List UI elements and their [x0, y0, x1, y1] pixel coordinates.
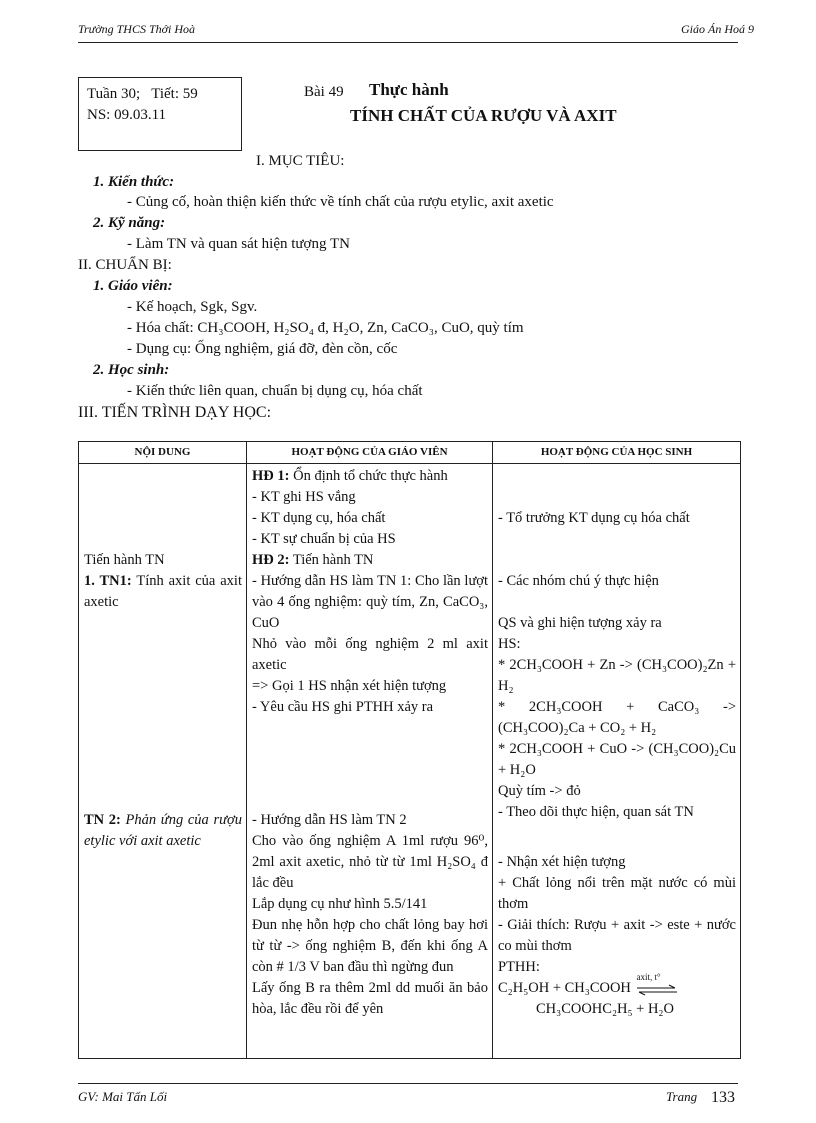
lesson-title: TÍNH CHẤT CỦA RƯỢU VÀ AXIT [350, 106, 617, 125]
header-subject: Giáo Án Hoá 9 [681, 22, 754, 36]
tn1-step-guide: - Hướng dẫn HS làm TN 1: Cho lần lượt vào 4 ống nghiệm: quỳ tím, Zn, CaCO₃, CuO [252, 573, 488, 631]
teacher-item-plan: - Kế hoạch, Sgk, Sgv. [127, 299, 258, 315]
footer-page-label: Trang [666, 1089, 698, 1104]
tn2-step-salt: Lấy ống B ra thêm 2ml dd muối ăn bảo hòa, lắc đều rồi để yên [252, 980, 488, 1017]
student-text: - Kiến thức liên quan, chuẩn bị dụng cụ, hóa chất [127, 383, 423, 399]
hd1-text: Ổn định tổ chức thực hành [293, 468, 448, 484]
content-cell [79, 464, 247, 1059]
objectives-title: I. MỤC TIÊU: [256, 153, 345, 169]
tn2-step-heat: Đun nhẹ hỗn hợp cho chất lỏng bay hơi từ từ -> ống nghiệm B, đến khi ống A còn # 1/3 V ban đầu thì ngừng đun [252, 917, 488, 975]
equation-cuo: * 2CH₃COOH + CuO -> (CH₃COO)₂Cu + H₂O [498, 741, 736, 778]
student-liquid: + Chất lỏng nổi trên mặt nước có mùi thơm [498, 875, 736, 912]
student-check: - Tổ trưởng KT dụng cụ hóa chất [498, 510, 690, 526]
equation-caco3: * 2CH₃COOH + CaCO₃ -> (CH₃COO)₂Ca + CO₂ + H₂ [498, 699, 736, 736]
footer-rule [78, 1083, 738, 1084]
tn1-label: 1. TN1: [84, 573, 132, 589]
hd1-item-absent: - KT ghi HS vắng [252, 489, 356, 505]
table-row [79, 464, 741, 1059]
tn1-step-drip: Nhỏ vào mỗi ống nghiệm 2 ml axit axetic [252, 636, 488, 673]
teacher-item-tools: - Dụng cụ: Ống nghiệm, giá đỡ, đèn cồn, cốc [127, 341, 398, 357]
lesson-info-box [78, 77, 242, 151]
skills-title: 2. Kỹ năng: [93, 215, 166, 231]
skills-text: - Làm TN và quan sát hiện tượng TN [127, 236, 350, 252]
litmus-result: Quỳ tím -> đỏ [498, 783, 581, 799]
content-intro: Tiến hành TN [84, 552, 165, 568]
reversible-arrow-icon [635, 971, 679, 996]
teacher-title: 1. Giáo viên: [93, 278, 173, 294]
equilibrium-arrow-icon [635, 984, 679, 998]
hd1-label: HĐ 1: [252, 468, 290, 484]
esterification-equation [498, 971, 736, 999]
knowledge-text: - Củng cố, hoàn thiện kiến thức về tính chất của rượu etylic, axit axetic [127, 194, 554, 210]
hd2-label: HĐ 2: [252, 552, 290, 568]
tn2-text: Phản ứng của rượu etylic với axit axetic [84, 812, 242, 849]
tn1-step-remark: => Gọi 1 HS nhận xét hiện tượng [252, 678, 447, 694]
content-tn2 [84, 810, 242, 852]
student-cell [493, 464, 741, 1059]
hd2 [252, 550, 488, 571]
prep-title: II. CHUẨN BỊ: [78, 257, 172, 273]
eq4-left: C₂H₅OH + CH₃COOH [498, 980, 631, 996]
tn2-step-setup: Lắp dụng cụ như hình 5.5/141 [252, 896, 428, 912]
hd1-item-tools: - KT dụng cụ, hóa chất [252, 510, 386, 526]
lesson-kind: Thực hành [369, 80, 449, 99]
knowledge-title: 1. Kiến thức: [93, 174, 175, 190]
footer-teacher: GV: Mai Tấn Lối [78, 1089, 168, 1104]
header-student-activity: HOẠT ĐỘNG CỦA HỌC SINH [493, 442, 741, 464]
header-teacher-activity: HOẠT ĐỘNG CỦA GIÁO VIÊN [247, 442, 493, 464]
hd1 [252, 466, 488, 487]
tn2-step-guide: - Hướng dẫn HS làm TN 2 [252, 812, 407, 828]
header-rule [78, 42, 738, 43]
eq4-right: CH₃COOHC₂H₅ + H₂O [536, 1001, 674, 1017]
student-title: 2. Học sinh: [93, 362, 170, 378]
student-remark: - Nhận xét hiện tượng [498, 854, 626, 870]
teacher-item-chemicals: - Hóa chất: CH₃COOH, H₂SO₄ đ, H₂O, Zn, CaCO₃, CuO, quỳ tím [127, 320, 524, 336]
tn2-step-mix: Cho vào ống nghiệm A 1ml rượu 96⁰, 2ml axit axetic, nhỏ từ từ 1ml H₂SO₄ đ lắc đều [252, 833, 488, 891]
student-observe: QS và ghi hiện tượng xảy ra [498, 615, 662, 631]
prepared-date: NS: 09.03.11 [87, 107, 167, 123]
hd2-text: Tiến hành TN [292, 552, 374, 568]
footer-page-number: 133 [711, 1089, 735, 1106]
tn2-label: TN 2: [84, 812, 121, 828]
header-content: NỘI DUNG [79, 442, 247, 464]
header-school: Trường THCS Thới Hoà [78, 22, 196, 36]
hd1-item-prep: - KT sự chuẩn bị của HS [252, 531, 396, 547]
lesson-number: Bài 49 [304, 84, 344, 100]
student-follow: - Theo dõi thực hiện, quan sát TN [498, 804, 694, 820]
student-explain: - Giải thích: Rượu + axit -> este + nước co mùi thơm [498, 917, 736, 954]
lesson-process-table [78, 441, 741, 1059]
table-header-row [79, 442, 741, 464]
content-tn1 [84, 571, 242, 613]
tn1-text: Tính axit của axit axetic [84, 573, 242, 610]
week-period: Tuần 30; Tiết: 59 [87, 86, 198, 102]
tn1-step-equation: - Yêu cầu HS ghi PTHH xảy ra [252, 699, 434, 715]
eq4-condition: axit, t° [636, 971, 661, 982]
process-title: III. TIẾN TRÌNH DẠY HỌC: [78, 404, 272, 421]
student-attend: - Các nhóm chú ý thực hiện [498, 573, 659, 589]
equation-zn: * 2CH₃COOH + Zn -> (CH₃COO)₂Zn + H₂ [498, 657, 736, 694]
student-hs: HS: [498, 636, 521, 652]
student-pthh: PTHH: [498, 959, 540, 975]
teacher-cell [247, 464, 493, 1059]
